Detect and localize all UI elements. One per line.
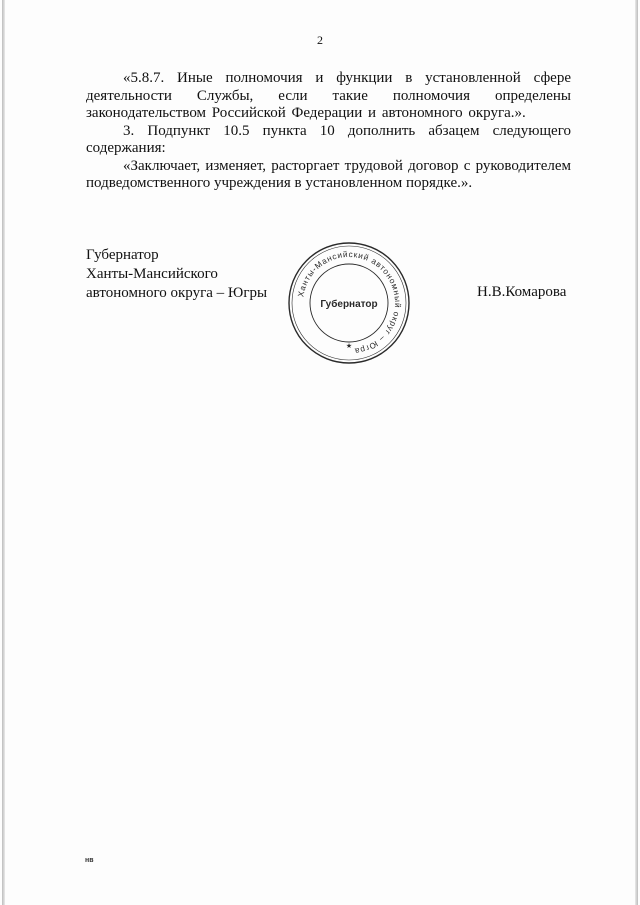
position-line-1: Губернатор xyxy=(86,247,159,263)
page-number: 2 xyxy=(317,33,323,47)
paragraph-1: «5.8.7. Иные полномочия и функции в установленной сфере деятельности Службы, если такие полномочия определены законодательством Российской Федерации и автономного округа.». xyxy=(86,70,571,121)
scan-edge-right xyxy=(635,0,638,905)
paragraph-2: 3. Подпункт 10.5 пункта 10 дополнить абзацем следующего содержания: xyxy=(86,122,571,156)
paragraph-3: «Заключает, изменяет, расторгает трудовой договор с руководителем подведомственного учреждения в установленном порядке.». xyxy=(86,157,571,191)
scan-edge-left xyxy=(2,0,5,905)
document-body xyxy=(86,70,571,193)
signatory-position xyxy=(86,246,267,303)
official-seal xyxy=(287,241,411,365)
seal-star-icon: ★ xyxy=(345,343,353,350)
signatory-name: Н.В.Комарова xyxy=(477,284,567,300)
seal-center-text: Губернатор xyxy=(320,299,378,310)
footer-initials: нв xyxy=(85,857,94,864)
seal-ring-text: Ханты-Мансийский автономный округ – Югра xyxy=(296,249,403,356)
position-line-3: автономного округа – Югры xyxy=(86,285,268,301)
position-line-2: Ханты-Мансийского xyxy=(86,266,218,282)
